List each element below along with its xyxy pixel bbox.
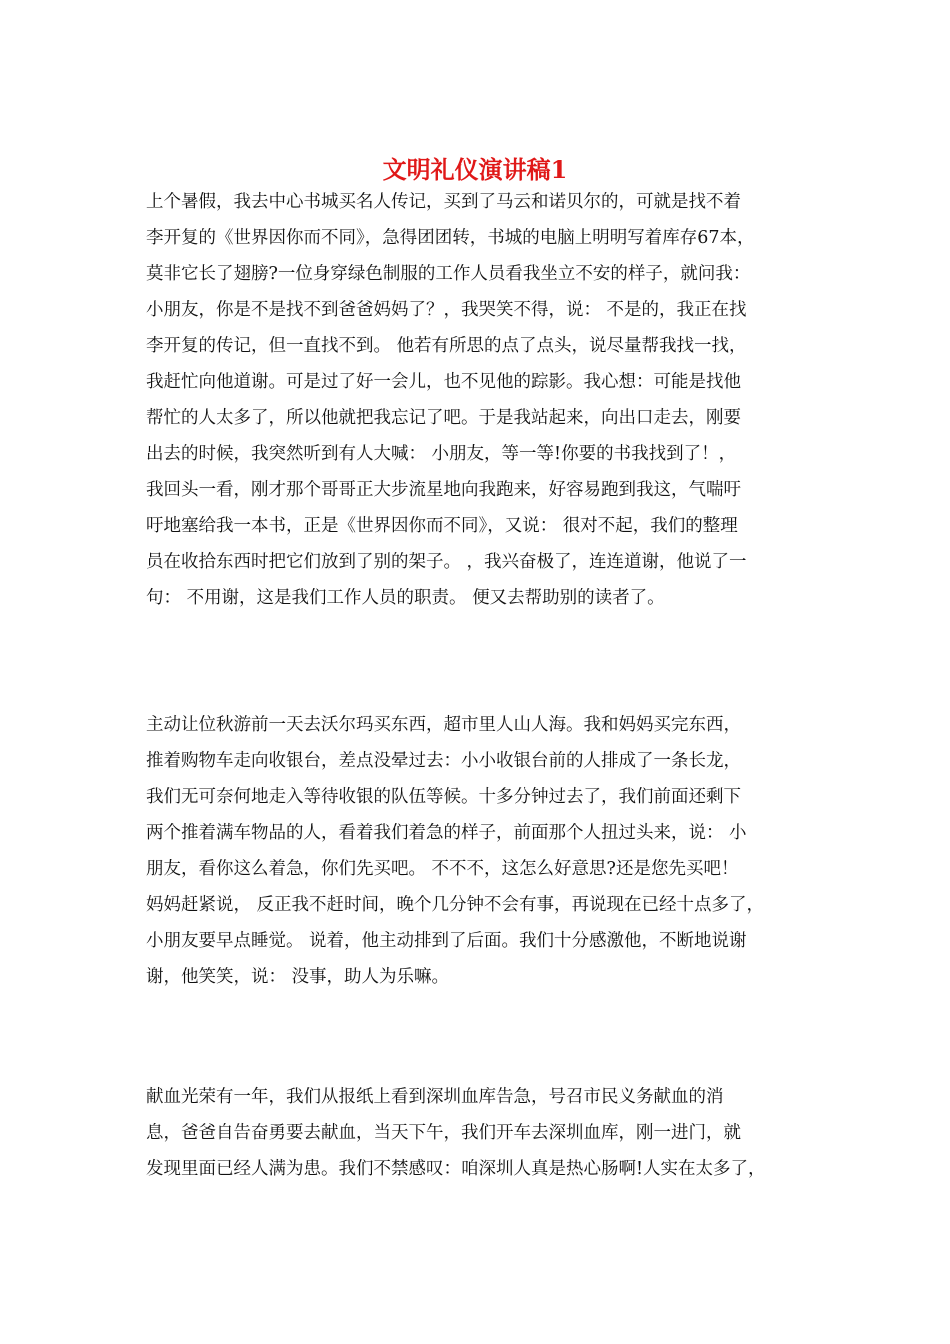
text-line: 谢，他笑笑，说： 没事，助人为乐嘛。	[146, 967, 450, 987]
paragraph-lost-book	[146, 184, 816, 616]
text-line: 我赶忙向他道谢。可是过了好一会儿，也不见他的踪影。我心想：可能是找他	[146, 372, 741, 392]
text-line: 小朋友要早点睡觉。 说着，他主动排到了后面。我们十分感激他，不断地说谢	[146, 931, 747, 951]
text-line: 我们无可奈何地走入等待收银的队伍等候。十多分钟过去了，我们前面还剩下	[146, 787, 741, 807]
text-line: 妈妈赶紧说， 反正我不赶时间，晚个几分钟不会有事，再说现在已经十点多了，	[146, 895, 765, 915]
text-line: 发现里面已经人满为患。我们不禁感叹：咱深圳人真是热心肠啊!人实在太多了，	[146, 1159, 766, 1179]
text-line: 小朋友，你是不是找不到爸爸妈妈了？，我哭笑不得，说： 不是的，我正在找	[146, 300, 747, 320]
text-line: 献血光荣有一年，我们从报纸上看到深圳血库告急，号召市民义务献血的消	[146, 1087, 724, 1107]
text-line: 上个暑假，我去中心书城买名人传记，买到了马云和诺贝尔的，可就是找不着	[146, 192, 741, 212]
text-line: 我回头一看，刚才那个哥哥正大步流星地向我跑来，好容易跑到我这，气喘吁	[146, 480, 741, 500]
text-line: 吁地塞给我一本书，正是《世界因你而不同》，又说： 很对不起，我们的整理	[146, 516, 738, 536]
text-line: 主动让位秋游前一天去沃尔玛买东西，超市里人山人海。我和妈妈买完东西，	[146, 715, 741, 735]
text-line: 莫非它长了翅膀?一位身穿绿色制服的工作人员看我坐立不安的样子，就问我：	[146, 264, 751, 284]
paragraph-give-way	[146, 707, 816, 995]
text-line: 李开复的传记，但一直找不到。 他若有所思的点了点头，说尽量帮我找一找，	[146, 336, 747, 356]
document-title: 文明礼仪演讲稿1	[382, 155, 568, 184]
paragraph-blood-donation	[146, 1079, 816, 1187]
text-line: 朋友，看你这么着急，你们先买吧。 不不不，这怎么好意思?还是您先买吧！	[146, 859, 739, 879]
text-line: 句： 不用谢，这是我们工作人员的职责。 便又去帮助别的读者了。	[146, 588, 665, 608]
text-line: 两个推着满车物品的人，看着我们着急的样子，前面那个人扭过头来，说： 小	[146, 823, 747, 843]
text-line: 出去的时候，我突然听到有人大喊： 小朋友，等一等!你要的书我找到了！，	[146, 444, 737, 464]
text-line: 李开复的《世界因你而不同》，急得团团转，书城的电脑上明明写着库存67本，	[146, 228, 755, 248]
text-line: 息，爸爸自告奋勇要去献血，当天下午，我们开车去深圳血库，刚一进门，就	[146, 1123, 741, 1143]
text-line: 帮忙的人太多了，所以他就把我忘记了吧。于是我站起来，向出口走去，刚要	[146, 408, 741, 428]
text-line: 员在收拾东西时把它们放到了别的架子。 ，我兴奋极了，连连道谢，他说了一	[146, 552, 747, 572]
text-line: 推着购物车走向收银台，差点没晕过去：小小收银台前的人排成了一条长龙，	[146, 751, 741, 771]
